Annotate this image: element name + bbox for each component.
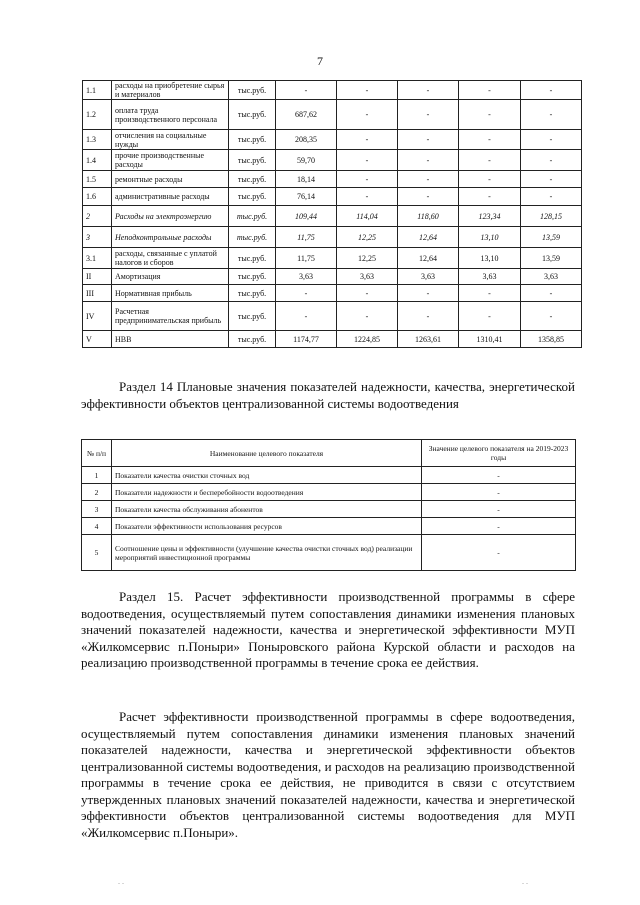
indicator-name: Показатели надежности и бесперебойности водоотведения xyxy=(112,484,422,501)
row-value: 3,63 xyxy=(276,269,337,285)
row-value: - xyxy=(398,100,459,130)
table-row xyxy=(82,484,576,501)
row-value: 3,63 xyxy=(459,269,521,285)
row-name: ремонтные расходы xyxy=(112,171,229,188)
row-value: 123,34 xyxy=(459,206,521,227)
row-value: - xyxy=(276,81,337,100)
table-row xyxy=(83,206,582,227)
row-value: - xyxy=(459,81,521,100)
row-value: - xyxy=(459,100,521,130)
row-value: - xyxy=(337,302,398,331)
row-value: - xyxy=(337,285,398,302)
row-number: III xyxy=(83,285,112,302)
table-row xyxy=(83,150,582,171)
table-row xyxy=(83,188,582,206)
table-row xyxy=(83,269,582,285)
row-value: - xyxy=(276,285,337,302)
row-number: 3 xyxy=(83,227,112,248)
table-row xyxy=(83,171,582,188)
row-value: 1358,85 xyxy=(521,331,582,348)
row-value: - xyxy=(337,188,398,206)
row-value: 109,44 xyxy=(276,206,337,227)
row-value: - xyxy=(398,302,459,331)
header-num: № п/п xyxy=(82,440,112,467)
table-row xyxy=(83,227,582,248)
row-number: 1.3 xyxy=(83,130,112,150)
row-value: 12,25 xyxy=(337,248,398,269)
row-value: - xyxy=(521,188,582,206)
indicator-value: - xyxy=(422,501,576,518)
row-value: 11,75 xyxy=(276,227,337,248)
row-number: 1.5 xyxy=(83,171,112,188)
row-unit: тыс.руб. xyxy=(229,248,276,269)
row-number: 1.4 xyxy=(83,150,112,171)
row-value: - xyxy=(459,188,521,206)
row-value: - xyxy=(337,81,398,100)
row-value: 1263,61 xyxy=(398,331,459,348)
row-value: 114,04 xyxy=(337,206,398,227)
table-row xyxy=(82,501,576,518)
row-value: 12,64 xyxy=(398,227,459,248)
row-value: - xyxy=(459,171,521,188)
table-row xyxy=(83,302,582,331)
row-name: административные расходы xyxy=(112,188,229,206)
indicators-table xyxy=(81,439,576,571)
row-value: 13,10 xyxy=(459,227,521,248)
row-name: расходы на приобретение сырья и материалов xyxy=(112,81,229,100)
indicator-value: - xyxy=(422,535,576,571)
table-row xyxy=(83,248,582,269)
row-unit: тыс.руб. xyxy=(229,81,276,100)
row-value: 1174,77 xyxy=(276,331,337,348)
indicator-value: - xyxy=(422,484,576,501)
row-value: 118,60 xyxy=(398,206,459,227)
row-unit: тыс.руб. xyxy=(229,100,276,130)
row-name: Расчетная предпринимательская прибыль xyxy=(112,302,229,331)
row-value: - xyxy=(398,285,459,302)
indicator-name: Соотношение цены и эффективности (улучшение качества очистки сточных вод) реализации мероприятий инвестиционной программы xyxy=(112,535,422,571)
row-unit: тыс.руб. xyxy=(229,269,276,285)
row-unit: тыс.руб. xyxy=(229,227,276,248)
page-number: 7 xyxy=(317,54,323,68)
row-value: 13,59 xyxy=(521,248,582,269)
indicator-number: 4 xyxy=(82,518,112,535)
indicator-value: - xyxy=(422,467,576,484)
row-name: Расходы на электроэнергию xyxy=(112,206,229,227)
section-15-text: Раздел 15. Расчет эффективности производственной программы в сфере водоотведения, осуществляемый путем сопоставления динамики изменения плановых значений показателей надежности, качества и энергетической эффективности МУП «Жилкомсервис п.Поныри» Поныровского района Курской области и расходов на реализацию производственной программы в течение срока ее действия. xyxy=(81,589,575,670)
indicator-name: Показатели качества очистки сточных вод xyxy=(112,467,422,484)
row-value: 208,35 xyxy=(276,130,337,150)
section-14-heading: Раздел 14 Плановые значения показателей надежности, качества, энергетической эффективности объектов централизованной системы водоотведения xyxy=(81,379,575,411)
row-value: 76,14 xyxy=(276,188,337,206)
indicator-number: 1 xyxy=(82,467,112,484)
row-value: - xyxy=(459,150,521,171)
indicator-name: Показатели качества обслуживания абонентов xyxy=(112,501,422,518)
row-value: - xyxy=(459,302,521,331)
row-name: Нормативная прибыль xyxy=(112,285,229,302)
row-value: 3,63 xyxy=(337,269,398,285)
row-value: 18,14 xyxy=(276,171,337,188)
row-unit: тыс.руб. xyxy=(229,331,276,348)
row-value: 12,64 xyxy=(398,248,459,269)
row-value: 13,59 xyxy=(521,227,582,248)
row-value: 13,10 xyxy=(459,248,521,269)
row-value: - xyxy=(459,285,521,302)
row-value: - xyxy=(276,302,337,331)
row-value: 3,63 xyxy=(398,269,459,285)
row-value: - xyxy=(398,150,459,171)
table-row xyxy=(83,100,582,130)
row-value: 1310,41 xyxy=(459,331,521,348)
table-row xyxy=(83,81,582,100)
header-value: Значение целевого показателя на 2019-2023 годы xyxy=(422,440,576,467)
table-row xyxy=(82,535,576,571)
row-number: 1.1 xyxy=(83,81,112,100)
row-value: 1224,85 xyxy=(337,331,398,348)
row-unit: тыс.руб. xyxy=(229,206,276,227)
indicator-number: 5 xyxy=(82,535,112,571)
row-value: - xyxy=(398,171,459,188)
row-value: 687,62 xyxy=(276,100,337,130)
table-row xyxy=(83,331,582,348)
row-name: Амортизация xyxy=(112,269,229,285)
row-value: - xyxy=(521,171,582,188)
row-name: расходы, связанные с уплатой налогов и сборов xyxy=(112,248,229,269)
row-number: V xyxy=(83,331,112,348)
row-value: - xyxy=(337,171,398,188)
conclusion-text: Расчет эффективности производственной программы в сфере водоотведения, осуществляемый путем сопоставления динамики изменения плановых значений показателей надежности, качества и энергетической эффективности объектов централизованной системы водоотведения, и расходов на реализацию производственной программы в течение срока ее действия, не приводится в связи с отсутствием утвержденных плановых значений показателей надежности, качества и энергетической эффективности объектов централизованной системы водоотведения для МУП «Жилкомсервис п.Поныри». xyxy=(81,709,575,840)
cost-table xyxy=(82,80,582,348)
row-value: - xyxy=(521,130,582,150)
row-name: отчисления на социальные нужды xyxy=(112,130,229,150)
table-row xyxy=(83,130,582,150)
indicators-header-row xyxy=(82,440,576,467)
row-value: - xyxy=(459,130,521,150)
row-value: 11,75 xyxy=(276,248,337,269)
row-unit: тыс.руб. xyxy=(229,171,276,188)
indicator-name: Показатели эффективности использования ресурсов xyxy=(112,518,422,535)
row-unit: тыс.руб. xyxy=(229,302,276,331)
row-value: - xyxy=(398,130,459,150)
header-name: Наименование целевого показателя xyxy=(112,440,422,467)
row-value: 12,25 xyxy=(337,227,398,248)
row-value: - xyxy=(521,150,582,171)
row-value: - xyxy=(398,188,459,206)
row-number: 1.6 xyxy=(83,188,112,206)
row-number: IV xyxy=(83,302,112,331)
row-value: - xyxy=(521,100,582,130)
row-unit: тыс.руб. xyxy=(229,130,276,150)
indicator-number: 2 xyxy=(82,484,112,501)
table-row xyxy=(82,467,576,484)
indicator-value: - xyxy=(422,518,576,535)
row-value: 59,70 xyxy=(276,150,337,171)
row-number: II xyxy=(83,269,112,285)
row-name: НВВ xyxy=(112,331,229,348)
row-number: 2 xyxy=(83,206,112,227)
row-unit: тыс.руб. xyxy=(229,150,276,171)
row-unit: тыс.руб. xyxy=(229,285,276,302)
row-number: 3.1 xyxy=(83,248,112,269)
row-unit: тыс.руб. xyxy=(229,188,276,206)
row-value: - xyxy=(337,100,398,130)
row-number: 1.2 xyxy=(83,100,112,130)
row-value: - xyxy=(337,130,398,150)
row-name: Неподконтрольные расходы xyxy=(112,227,229,248)
row-value: - xyxy=(521,285,582,302)
row-value: - xyxy=(521,81,582,100)
table-row xyxy=(83,285,582,302)
row-value: 128,15 xyxy=(521,206,582,227)
row-value: - xyxy=(521,302,582,331)
row-value: 3,63 xyxy=(521,269,582,285)
row-name: оплата труда производственного персонала xyxy=(112,100,229,130)
row-value: - xyxy=(337,150,398,171)
row-name: прочие производственные расходы xyxy=(112,150,229,171)
row-value: - xyxy=(398,81,459,100)
table-row xyxy=(82,518,576,535)
indicator-number: 3 xyxy=(82,501,112,518)
